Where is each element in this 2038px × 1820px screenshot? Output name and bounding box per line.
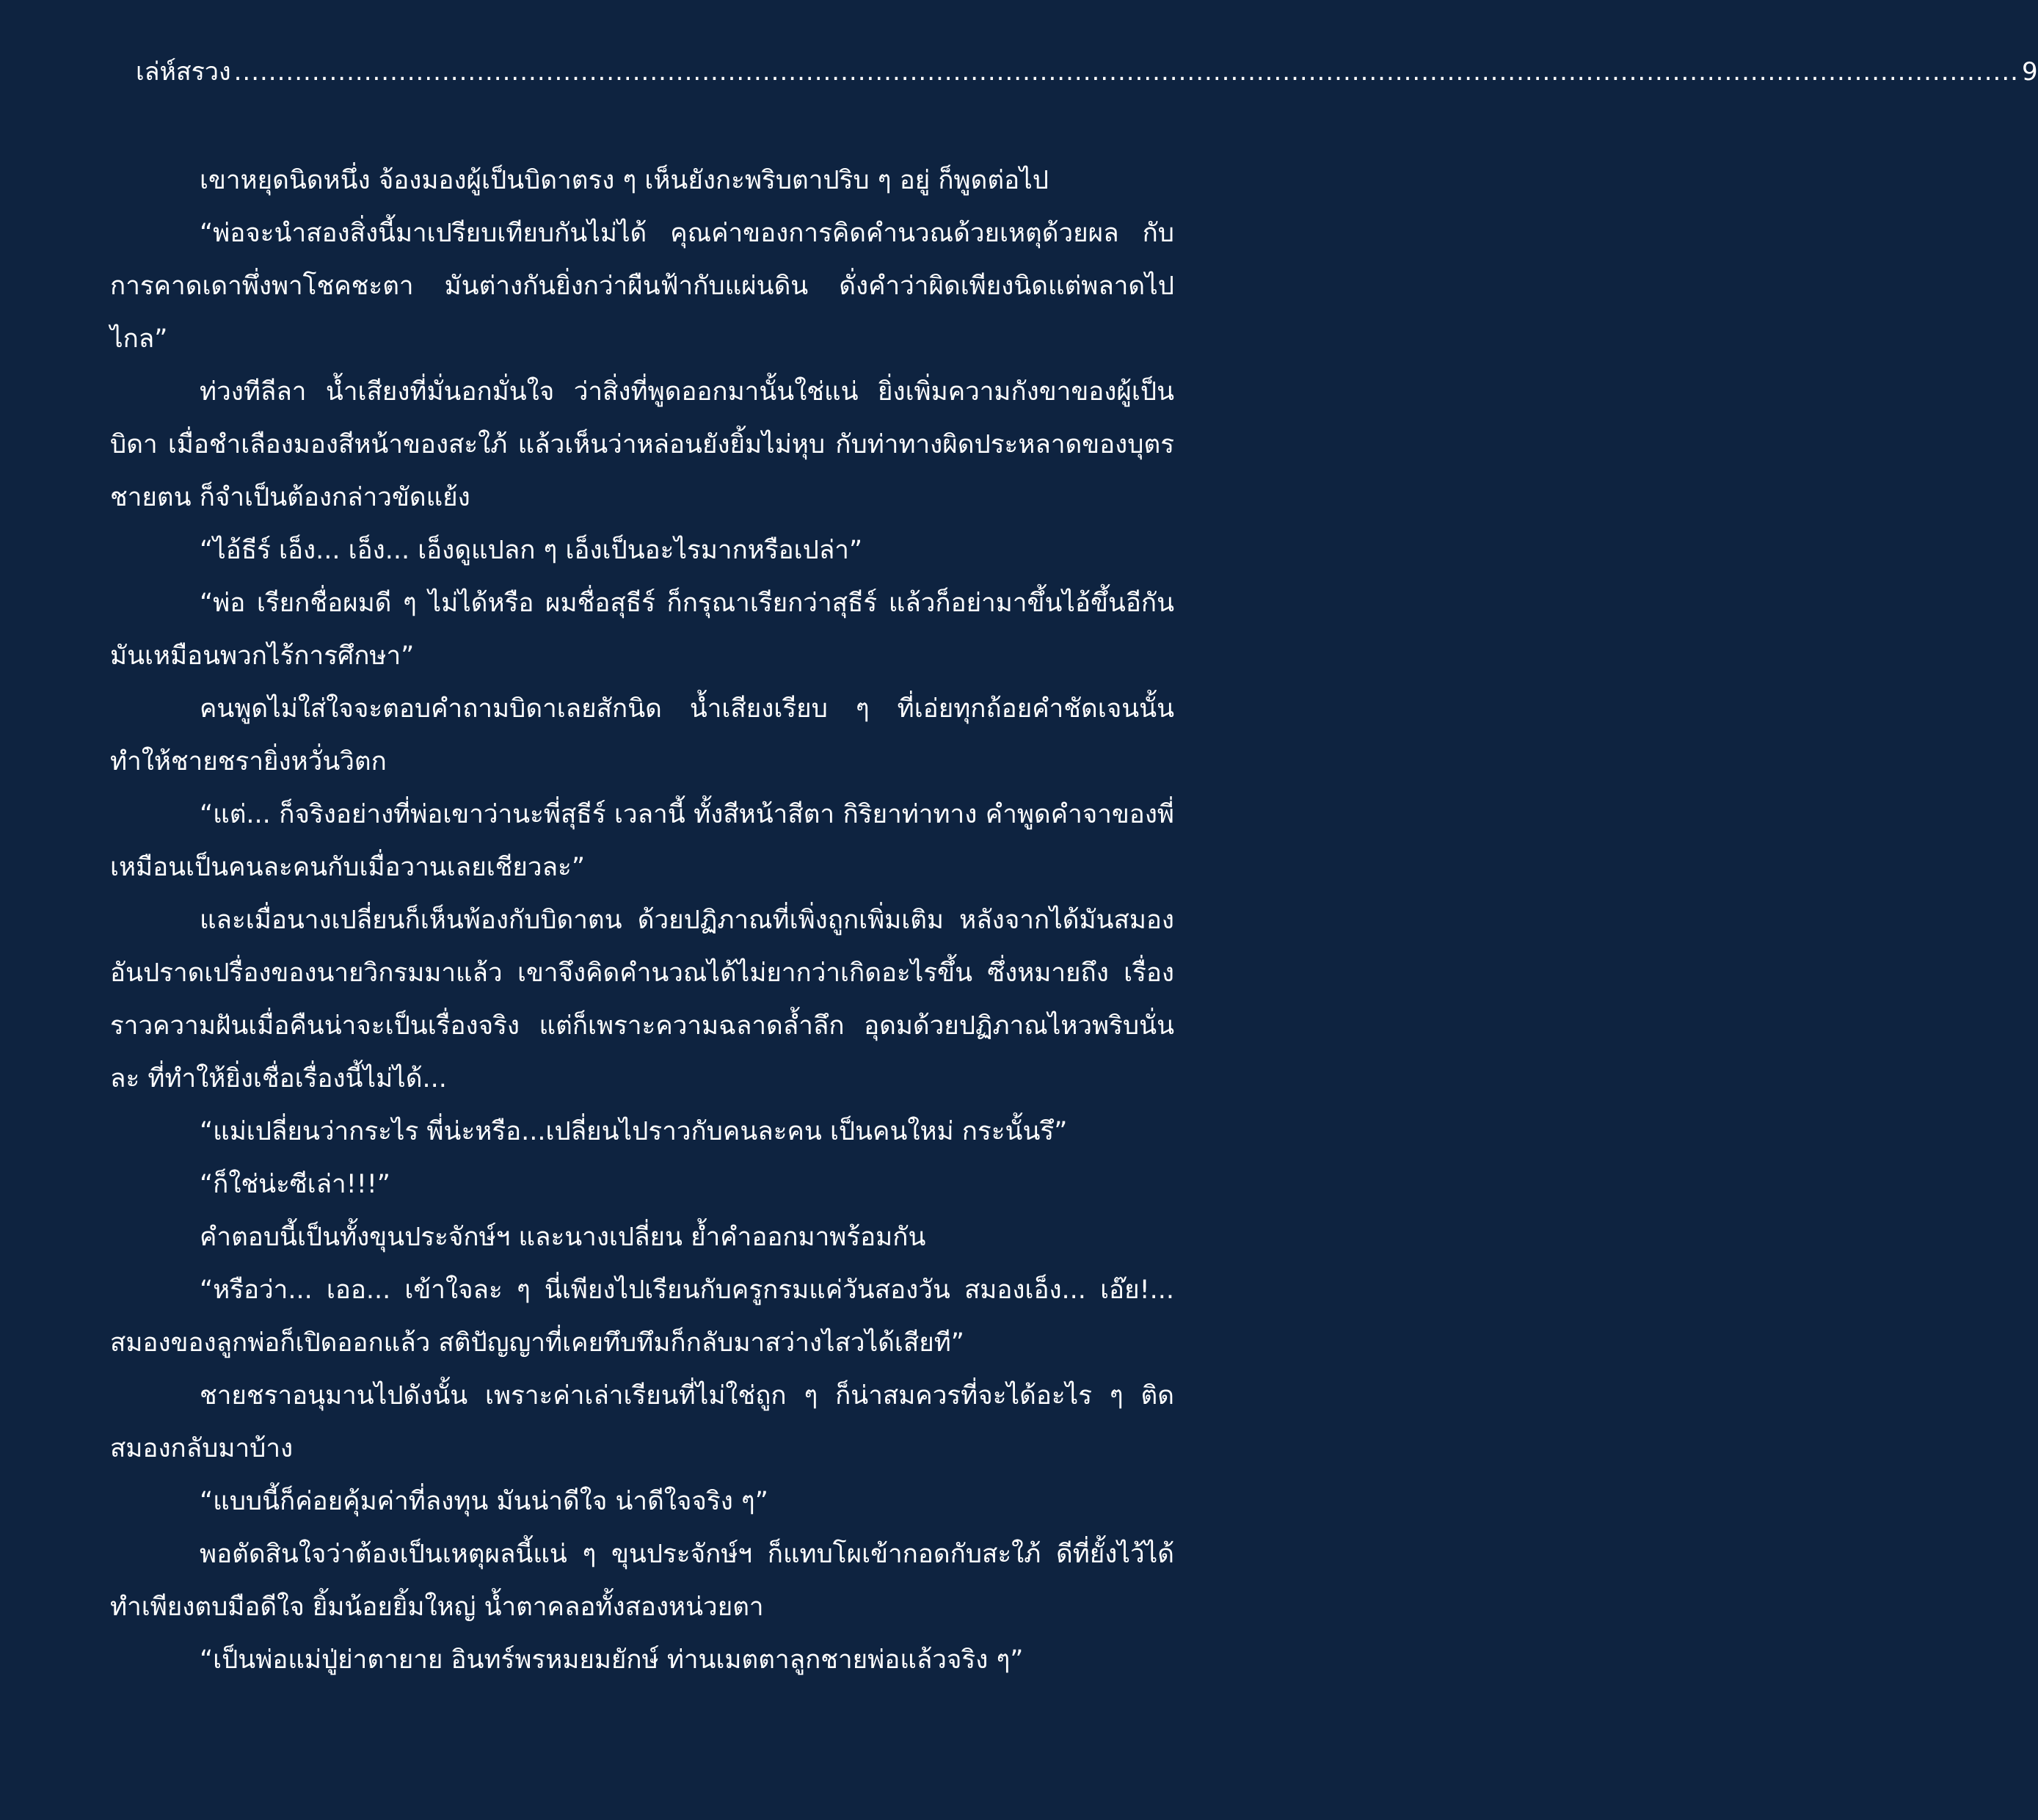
paragraph: “พ่อ เรียกชื่อผมดี ๆ ไม่ได้หรือ ผมชื่อสุธีร์ ก็กรุณาเรียกว่าสุธีร์ แล้วก็อย่ามาขึ้นไอ้ขึ้นอีกัน มันเหมือนพวกไร้การศึกษา” [110,589,1174,671]
paragraph: “ไอ้ธีร์ เอ็ง... เอ็ง... เอ็งดูแปลก ๆ เอ็งเป็นอะไรมากหรือเปล่า” [200,536,863,565]
paragraph: ชายชราอนุมานไปดังนั้น เพราะค่าเล่าเรียนที่ไม่ใช่ถูก ๆ ก็น่าสมควรที่จะได้อะไร ๆ ติดสมองกลับมาบ้าง [110,1381,1174,1463]
paragraph: และเมื่อนางเปลี่ยนก็เห็นพ้องกับบิดาตน ด้วยปฏิภาณที่เพิ่งถูกเพิ่มเติม หลังจากได้มันสมองอันปราดเปรื่องของนายวิกรมมาแล้ว เขาจึงคิดคำนวณได้ไม่ยากว่าเกิดอะไรขึ้น ซึ่งหมายถึง เรื่องราวความฝันเมื่อคืนน่าจะเป็นเรื่องจริง แต่ก็เพราะความฉลาดล้ำลึก อุดมด้วยปฏิภาณไหวพริบนั่นละ ที่ทำให้ยิ่งเชื่อเรื่องนี้ไม่ได้... [110,906,1174,1093]
paragraph: ท่วงทีลีลา น้ำเสียงที่มั่นอกมั่นใจ ว่าสิ่งที่พูดออกมานั้นใช่แน่ ยิ่งเพิ่มความกังขาของผู้เป็นบิดา เมื่อชำเลืองมองสีหน้าของสะใภ้ แล้วเห็นว่าหล่อนยังยิ้มไม่หุบ กับท่าทางผิดประหลาดของบุตรชายตน ก็จำเป็นต้องกล่าวขัดแย้ง [110,377,1174,512]
paragraph: “หรือว่า... เออ... เข้าใจละ ๆ นี่เพียงไปเรียนกับครูกรมแค่วันสองวัน สมองเอ็ง... เอ๊ย!... สมองของลูกพ่อก็เปิดออกแล้ว สติปัญญาที่เคยทึบทึมก็กลับมาสว่างไสวได้เสียที” [110,1275,1174,1358]
paragraph: คำตอบนี้เป็นทั้งขุนประจักษ์ฯ และนางเปลี่ยน ย้ำคำออกมาพร้อมกัน [200,1223,926,1252]
page-number: 9 [2021,57,2038,87]
book-title: เล่ห์สรวง [136,57,231,87]
paragraph: พอตัดสินใจว่าต้องเป็นเหตุผลนี้แน่ ๆ ขุนประจักษ์ฯ ก็แทบโผเข้ากอดกับสะใภ้ ดีที่ยั้งไว้ได้ ทำเพียงตบมือดีใจ ยิ้มน้อยยิ้มใหญ่ น้ำตาคลอทั้งสองหน่วยตา [110,1540,1174,1622]
paragraph: เขาหยุดนิดหนึ่ง จ้องมองผู้เป็นบิดาตรง ๆ เห็นยังกะพริบตาปริบ ๆ อยู่ ก็พูดต่อไป [200,166,1049,195]
paragraph: “แต่... ก็จริงอย่างที่พ่อเขาว่านะพี่สุธีร์ เวลานี้ ทั้งสีหน้าสีตา กิริยาท่าทาง คำพูดคำจาของพี่ เหมือนเป็นคนละคนกับเมื่อวานเลยเชียวละ” [110,800,1174,882]
body-text [110,154,1174,1686]
paragraph: “พ่อจะนำสองสิ่งนี้มาเปรียบเทียบกันไม่ได้ คุณค่าของการคิดคำนวณด้วยเหตุด้วยผล กับการคาดเดาพึ่งพาโชคชะตา มันต่างกันยิ่งกว่าผืนฟ้ากับแผ่นดิน ดั่งคำว่าผิดเพียงนิดแต่พลาดไปไกล” [110,219,1174,354]
paragraph: “แบบนี้ก็ค่อยคุ้มค่าที่ลงทุน มันน่าดีใจ น่าดีใจจริง ๆ” [200,1487,768,1516]
running-header [136,50,2038,94]
paragraph: “เป็นพ่อแม่ปู่ย่าตายาย อินทร์พรหมยมยักษ์ ท่านเมตตาลูกชายพ่อแล้วจริง ๆ” [200,1645,1024,1675]
paragraph: คนพูดไม่ใส่ใจจะตอบคำถามบิดาเลยสักนิด น้ำเสียงเรียบ ๆ ที่เอ่ยทุกถ้อยคำชัดเจนนั้น ทำให้ชายชรายิ่งหวั่นวิตก [110,694,1174,776]
paragraph: “แม่เปลี่ยนว่ากระไร พี่น่ะหรือ...เปลี่ยนไปราวกับคนละคน เป็นคนใหม่ กระนั้นรึ” [200,1117,1068,1146]
dot-leader: .............................................................................................................................................................................................................. [233,57,2019,87]
paragraph: “ก็ใช่น่ะซีเล่า!!!” [200,1170,390,1199]
